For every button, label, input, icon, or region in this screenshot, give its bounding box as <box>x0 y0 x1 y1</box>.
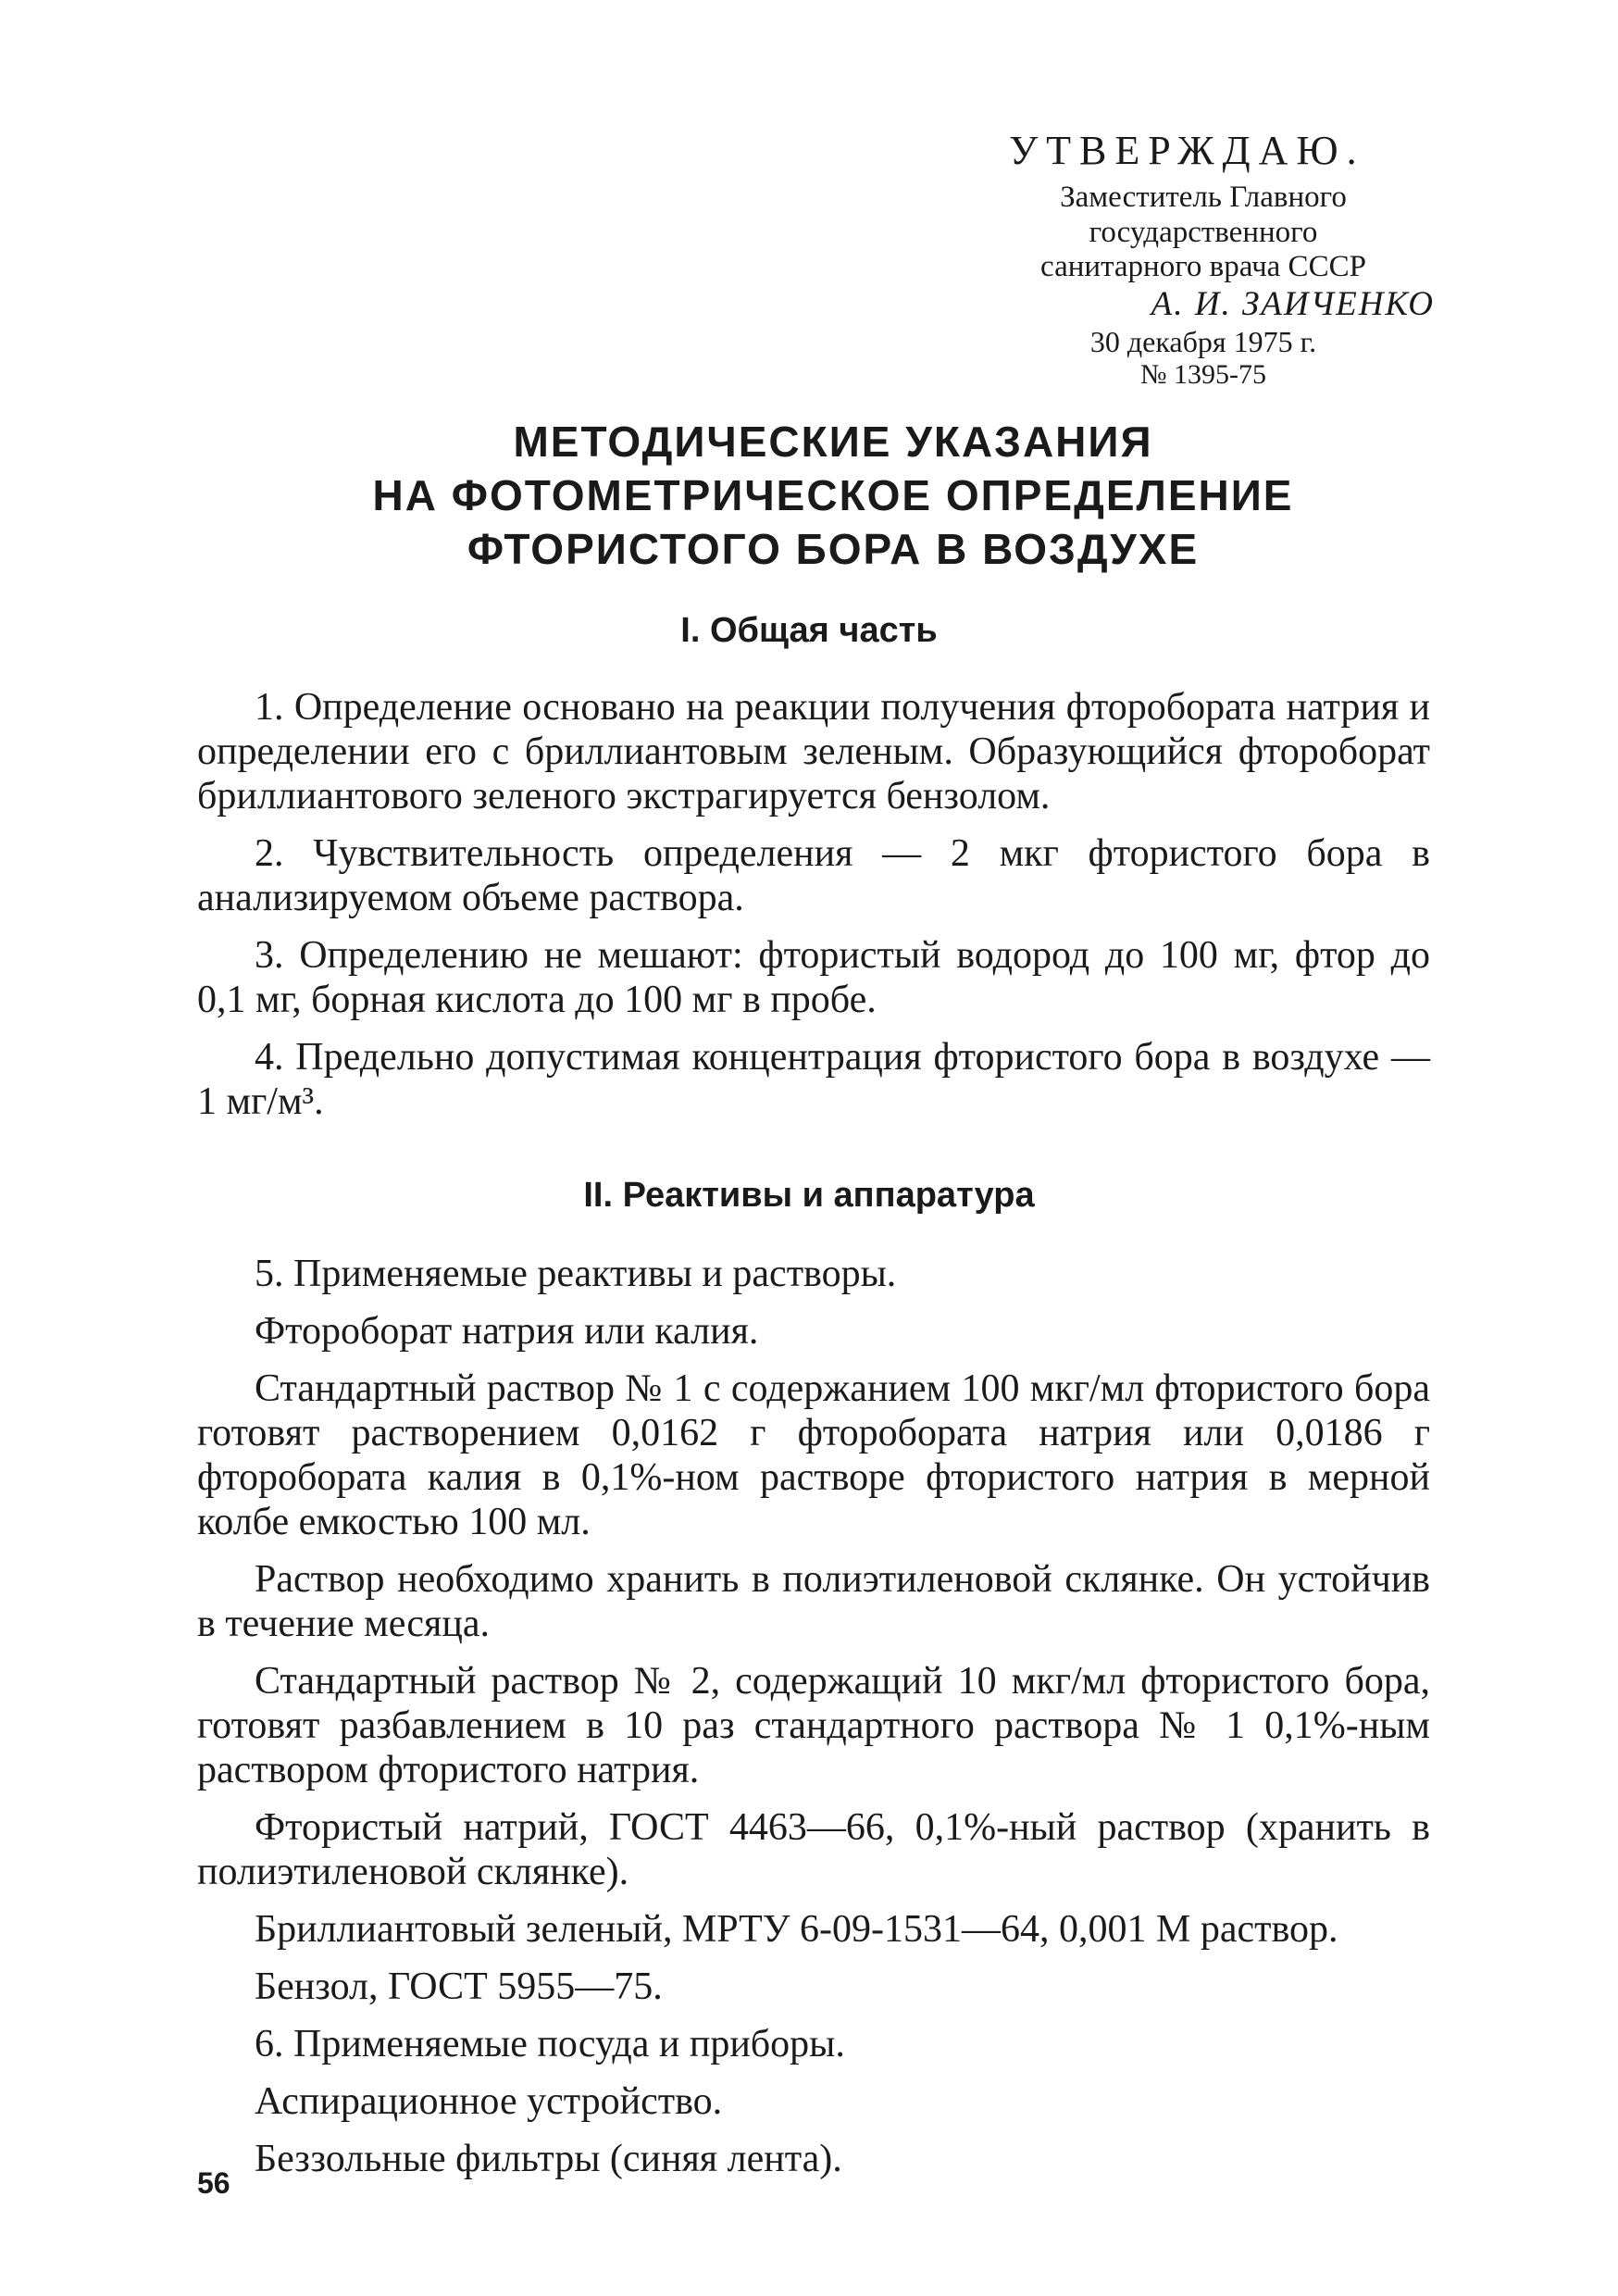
section-general-body <box>197 685 1430 1137</box>
paragraph: Аспирационное устройство. <box>255 2080 723 2123</box>
paragraph: 6. Применяемые посуда и приборы. <box>255 2023 845 2065</box>
title-line-1: МЕТОДИЧЕСКИЕ УКАЗАНИЯ <box>513 418 1153 466</box>
approval-number: № 1395-75 <box>1139 358 1267 390</box>
section-heading-general: I. Общая часть <box>680 611 938 650</box>
section-heading-reagents: II. Реактивы и аппаратура <box>583 1176 1035 1215</box>
approval-signatory: А. И. ЗАИЧЕНКО <box>1151 285 1435 324</box>
paragraph: 5. Применяемые реактивы и растворы. <box>255 1253 897 1295</box>
document-title <box>278 415 1388 576</box>
approval-date: 30 декабря 1975 г. <box>1089 324 1317 358</box>
paragraph: 4. Предельно допустимая концентрация фтористого бора в воздухе — 1 мг/м³. <box>197 1036 1430 1123</box>
paragraph: Фтороборат натрия или калия. <box>255 1310 759 1353</box>
section-reagents-body <box>197 1252 1430 2194</box>
paragraph: 1. Определение основано на реакции получения фторобората натрия и определении его с бриллиантовым зеленым. Образующийся фтороборат бриллиантового зеленого экстрагируется бензолом. <box>197 686 1430 817</box>
title-line-3: ФТОРИСТОГО БОРА В ВОЗДУХЕ <box>467 525 1200 573</box>
paragraph: Стандартный раствор № 2, содержащий 10 мкг/мл фтористого бора, готовят разбавлением в 10 раз стандартного раствора № 1 0,1%-ным раствором фтористого натрия. <box>197 1660 1430 1791</box>
approval-heading: УТВЕРЖДАЮ. <box>1009 128 1365 173</box>
paragraph: Бензол, ГОСТ 5955—75. <box>255 1965 663 2008</box>
approval-position-line-2: государственного <box>1089 215 1318 249</box>
paragraph: 3. Определению не мешают: фтористый водород до 100 мг, фтор до 0,1 мг, борная кислота до 100 мг в пробе. <box>197 934 1430 1021</box>
approval-position-line-3: санитарного врача СССР <box>1040 250 1366 284</box>
paragraph: 2. Чувствительность определения — 2 мкг фтористого бора в анализируемом объеме раствора. <box>197 832 1430 919</box>
title-line-2: НА ФОТОМЕТРИЧЕСКОЕ ОПРЕДЕЛЕНИЕ <box>372 471 1294 519</box>
paragraph: Раствор необходимо хранить в полиэтиленовой склянке. Он устойчив в течение месяца. <box>197 1558 1430 1645</box>
approval-stamp <box>972 128 1435 391</box>
paragraph: Беззольные фильтры (синяя лента). <box>255 2138 842 2180</box>
paragraph: Бриллиантовый зеленый, МРТУ 6-09-1531—64, 0,001 М раствор. <box>255 1908 1338 1951</box>
paragraph: Фтористый натрий, ГОСТ 4463—66, 0,1%-ный раствор (хранить в полиэтиленовой склянке). <box>197 1806 1430 1893</box>
paragraph: Стандартный раствор № 1 с содержанием 100 мкг/мл фтористого бора готовят растворением 0,0162 г фторобората натрия или 0,0186 г фторобората калия в 0,1%-ном растворе фтористого натрия в мерной колбе емкостью 100 мл. <box>197 1367 1430 1543</box>
page-number: 56 <box>197 2166 230 2200</box>
approval-position-line-1: Заместитель Главного <box>1060 180 1347 214</box>
